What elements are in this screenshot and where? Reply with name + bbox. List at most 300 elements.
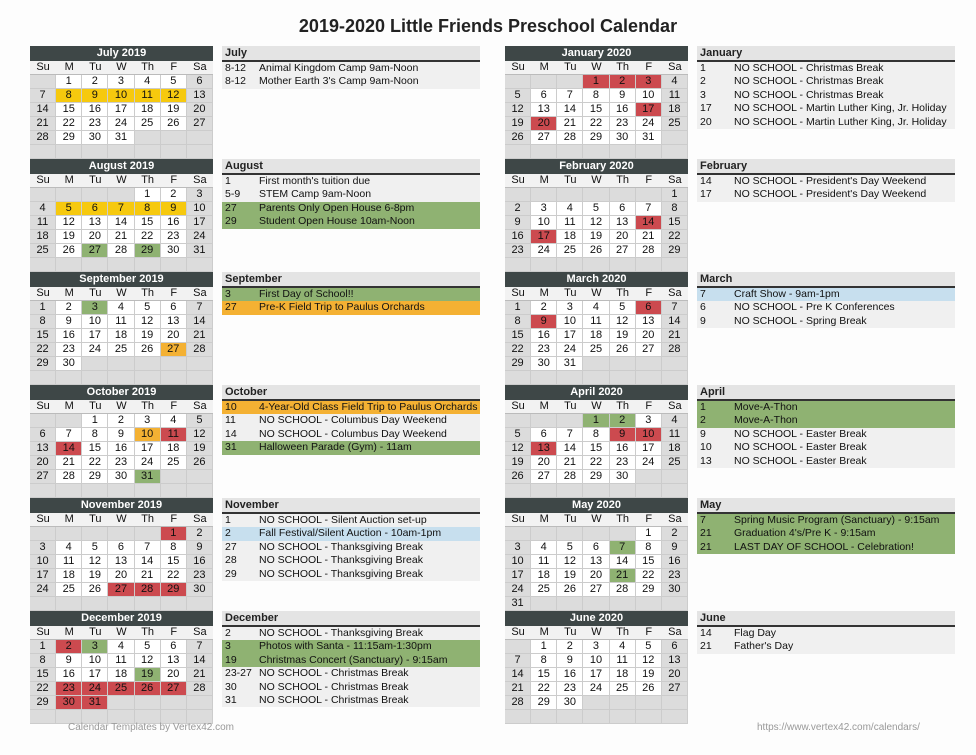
day-cell[interactable]: 26 <box>82 583 108 597</box>
day-cell[interactable]: 22 <box>30 682 56 696</box>
day-cell[interactable]: 27 <box>161 682 187 696</box>
day-cell[interactable]: 4 <box>135 75 161 89</box>
day-cell[interactable]: 27 <box>636 343 662 357</box>
day-cell[interactable]: 21 <box>135 569 161 583</box>
day-cell[interactable]: 13 <box>187 89 213 103</box>
day-cell[interactable]: 15 <box>583 103 609 117</box>
day-cell[interactable]: 26 <box>505 470 531 484</box>
day-cell[interactable]: 31 <box>135 470 161 484</box>
day-cell[interactable]: 14 <box>135 555 161 569</box>
day-cell[interactable]: 27 <box>610 244 636 258</box>
day-cell[interactable]: 12 <box>161 89 187 103</box>
day-cell[interactable]: 15 <box>30 668 56 682</box>
day-cell[interactable]: 24 <box>636 456 662 470</box>
day-cell[interactable]: 13 <box>161 315 187 329</box>
day-cell[interactable]: 24 <box>505 583 531 597</box>
day-cell[interactable]: 18 <box>30 230 56 244</box>
day-cell[interactable]: 11 <box>583 315 609 329</box>
day-cell[interactable]: 27 <box>662 682 688 696</box>
day-cell[interactable]: 8 <box>161 541 187 555</box>
day-cell[interactable]: 30 <box>187 583 213 597</box>
day-cell[interactable]: 27 <box>531 131 557 145</box>
day-cell[interactable]: 29 <box>30 696 56 710</box>
day-cell[interactable]: 30 <box>610 131 636 145</box>
day-cell[interactable]: 18 <box>557 230 583 244</box>
day-cell[interactable]: 8 <box>30 654 56 668</box>
day-cell[interactable]: 13 <box>636 315 662 329</box>
day-cell[interactable]: 6 <box>636 301 662 315</box>
day-cell[interactable]: 9 <box>161 202 187 216</box>
day-cell[interactable]: 7 <box>187 301 213 315</box>
day-cell[interactable]: 1 <box>56 75 82 89</box>
day-cell[interactable]: 19 <box>82 569 108 583</box>
day-cell[interactable]: 22 <box>56 117 82 131</box>
day-cell[interactable]: 5 <box>610 301 636 315</box>
day-cell[interactable]: 23 <box>56 682 82 696</box>
day-cell[interactable]: 15 <box>82 442 108 456</box>
day-cell[interactable]: 14 <box>56 442 82 456</box>
day-cell[interactable]: 1 <box>135 188 161 202</box>
day-cell[interactable]: 2 <box>161 188 187 202</box>
day-cell[interactable]: 21 <box>557 456 583 470</box>
day-cell[interactable]: 22 <box>583 117 609 131</box>
day-cell[interactable]: 15 <box>531 668 557 682</box>
day-cell[interactable]: 4 <box>610 640 636 654</box>
day-cell[interactable]: 31 <box>82 696 108 710</box>
day-cell[interactable]: 8 <box>531 654 557 668</box>
day-cell[interactable]: 4 <box>583 301 609 315</box>
day-cell[interactable]: 5 <box>505 428 531 442</box>
day-cell[interactable]: 25 <box>30 244 56 258</box>
day-cell[interactable]: 30 <box>82 131 108 145</box>
day-cell[interactable]: 20 <box>610 230 636 244</box>
day-cell[interactable]: 6 <box>30 428 56 442</box>
day-cell[interactable]: 7 <box>187 640 213 654</box>
day-cell[interactable]: 13 <box>662 654 688 668</box>
day-cell[interactable]: 14 <box>187 315 213 329</box>
day-cell[interactable]: 19 <box>505 117 531 131</box>
day-cell[interactable]: 5 <box>135 301 161 315</box>
day-cell[interactable]: 18 <box>662 103 688 117</box>
day-cell[interactable]: 30 <box>662 583 688 597</box>
day-cell[interactable]: 5 <box>161 75 187 89</box>
day-cell[interactable]: 18 <box>108 329 134 343</box>
day-cell[interactable]: 24 <box>108 117 134 131</box>
day-cell[interactable]: 4 <box>108 301 134 315</box>
day-cell[interactable]: 12 <box>56 216 82 230</box>
day-cell[interactable]: 11 <box>108 654 134 668</box>
day-cell[interactable]: 2 <box>187 527 213 541</box>
day-cell[interactable]: 16 <box>56 329 82 343</box>
day-cell[interactable]: 5 <box>187 414 213 428</box>
day-cell[interactable]: 28 <box>30 131 56 145</box>
day-cell[interactable]: 1 <box>583 414 609 428</box>
day-cell[interactable]: 19 <box>56 230 82 244</box>
day-cell[interactable]: 10 <box>82 315 108 329</box>
day-cell[interactable]: 18 <box>531 569 557 583</box>
day-cell[interactable]: 22 <box>30 343 56 357</box>
day-cell[interactable]: 11 <box>610 654 636 668</box>
day-cell[interactable]: 1 <box>531 640 557 654</box>
day-cell[interactable]: 22 <box>583 456 609 470</box>
day-cell[interactable]: 16 <box>531 329 557 343</box>
day-cell[interactable]: 15 <box>583 442 609 456</box>
day-cell[interactable]: 3 <box>636 414 662 428</box>
day-cell[interactable]: 4 <box>557 202 583 216</box>
day-cell[interactable]: 20 <box>108 569 134 583</box>
day-cell[interactable]: 17 <box>505 569 531 583</box>
day-cell[interactable]: 19 <box>135 329 161 343</box>
day-cell[interactable]: 9 <box>610 428 636 442</box>
day-cell[interactable]: 3 <box>108 75 134 89</box>
day-cell[interactable]: 28 <box>135 583 161 597</box>
day-cell[interactable]: 12 <box>82 555 108 569</box>
day-cell[interactable]: 11 <box>662 428 688 442</box>
day-cell[interactable]: 22 <box>505 343 531 357</box>
day-cell[interactable]: 10 <box>505 555 531 569</box>
day-cell[interactable]: 7 <box>30 89 56 103</box>
day-cell[interactable]: 16 <box>610 442 636 456</box>
day-cell[interactable]: 23 <box>161 230 187 244</box>
day-cell[interactable]: 23 <box>108 456 134 470</box>
day-cell[interactable]: 8 <box>505 315 531 329</box>
day-cell[interactable]: 1 <box>636 527 662 541</box>
day-cell[interactable]: 16 <box>187 555 213 569</box>
day-cell[interactable]: 11 <box>662 89 688 103</box>
day-cell[interactable]: 25 <box>56 583 82 597</box>
day-cell[interactable]: 13 <box>583 555 609 569</box>
day-cell[interactable]: 29 <box>583 131 609 145</box>
day-cell[interactable]: 17 <box>636 103 662 117</box>
day-cell[interactable]: 9 <box>56 315 82 329</box>
day-cell[interactable]: 19 <box>557 569 583 583</box>
day-cell[interactable]: 29 <box>135 244 161 258</box>
day-cell[interactable]: 30 <box>108 470 134 484</box>
day-cell[interactable]: 16 <box>557 668 583 682</box>
day-cell[interactable]: 4 <box>108 640 134 654</box>
day-cell[interactable]: 19 <box>187 442 213 456</box>
day-cell[interactable]: 7 <box>610 541 636 555</box>
day-cell[interactable]: 2 <box>82 75 108 89</box>
day-cell[interactable]: 16 <box>56 668 82 682</box>
day-cell[interactable]: 29 <box>30 357 56 371</box>
day-cell[interactable]: 18 <box>583 329 609 343</box>
day-cell[interactable]: 3 <box>82 640 108 654</box>
day-cell[interactable]: 29 <box>161 583 187 597</box>
day-cell[interactable]: 2 <box>505 202 531 216</box>
day-cell[interactable]: 18 <box>135 103 161 117</box>
day-cell[interactable]: 30 <box>56 696 82 710</box>
day-cell[interactable]: 15 <box>135 216 161 230</box>
day-cell[interactable]: 24 <box>187 230 213 244</box>
day-cell[interactable]: 12 <box>557 555 583 569</box>
day-cell[interactable]: 12 <box>505 442 531 456</box>
day-cell[interactable]: 24 <box>531 244 557 258</box>
day-cell[interactable]: 13 <box>531 103 557 117</box>
day-cell[interactable]: 26 <box>636 682 662 696</box>
day-cell[interactable]: 27 <box>531 470 557 484</box>
day-cell[interactable]: 15 <box>662 216 688 230</box>
day-cell[interactable]: 5 <box>636 640 662 654</box>
day-cell[interactable]: 12 <box>610 315 636 329</box>
day-cell[interactable]: 20 <box>531 456 557 470</box>
day-cell[interactable]: 21 <box>187 668 213 682</box>
day-cell[interactable]: 16 <box>505 230 531 244</box>
day-cell[interactable]: 23 <box>56 343 82 357</box>
day-cell[interactable]: 27 <box>30 470 56 484</box>
day-cell[interactable]: 4 <box>161 414 187 428</box>
day-cell[interactable]: 25 <box>135 117 161 131</box>
day-cell[interactable]: 31 <box>636 131 662 145</box>
day-cell[interactable]: 11 <box>56 555 82 569</box>
day-cell[interactable]: 5 <box>505 89 531 103</box>
day-cell[interactable]: 12 <box>135 654 161 668</box>
day-cell[interactable]: 17 <box>531 230 557 244</box>
day-cell[interactable]: 13 <box>161 654 187 668</box>
day-cell[interactable]: 31 <box>187 244 213 258</box>
day-cell[interactable]: 20 <box>187 103 213 117</box>
day-cell[interactable]: 3 <box>531 202 557 216</box>
day-cell[interactable]: 26 <box>135 343 161 357</box>
day-cell[interactable]: 5 <box>557 541 583 555</box>
day-cell[interactable]: 27 <box>187 117 213 131</box>
day-cell[interactable]: 9 <box>108 428 134 442</box>
day-cell[interactable]: 7 <box>108 202 134 216</box>
day-cell[interactable]: 6 <box>531 89 557 103</box>
day-cell[interactable]: 23 <box>505 244 531 258</box>
day-cell[interactable]: 1 <box>583 75 609 89</box>
day-cell[interactable]: 30 <box>531 357 557 371</box>
day-cell[interactable]: 30 <box>557 696 583 710</box>
day-cell[interactable]: 9 <box>531 315 557 329</box>
day-cell[interactable]: 20 <box>161 668 187 682</box>
day-cell[interactable]: 9 <box>610 89 636 103</box>
day-cell[interactable]: 18 <box>56 569 82 583</box>
day-cell[interactable]: 16 <box>610 103 636 117</box>
day-cell[interactable]: 12 <box>636 654 662 668</box>
day-cell[interactable]: 25 <box>557 244 583 258</box>
day-cell[interactable]: 19 <box>636 668 662 682</box>
day-cell[interactable]: 29 <box>636 583 662 597</box>
day-cell[interactable]: 10 <box>108 89 134 103</box>
day-cell[interactable]: 8 <box>636 541 662 555</box>
day-cell[interactable]: 26 <box>56 244 82 258</box>
day-cell[interactable]: 23 <box>610 456 636 470</box>
day-cell[interactable]: 14 <box>636 216 662 230</box>
day-cell[interactable]: 1 <box>662 188 688 202</box>
day-cell[interactable]: 28 <box>187 343 213 357</box>
day-cell[interactable]: 20 <box>161 329 187 343</box>
day-cell[interactable]: 12 <box>187 428 213 442</box>
day-cell[interactable]: 23 <box>531 343 557 357</box>
day-cell[interactable]: 3 <box>557 301 583 315</box>
day-cell[interactable]: 25 <box>610 682 636 696</box>
day-cell[interactable]: 2 <box>662 527 688 541</box>
day-cell[interactable]: 20 <box>636 329 662 343</box>
day-cell[interactable]: 16 <box>82 103 108 117</box>
day-cell[interactable]: 2 <box>56 640 82 654</box>
day-cell[interactable]: 22 <box>662 230 688 244</box>
day-cell[interactable]: 19 <box>135 668 161 682</box>
day-cell[interactable]: 29 <box>56 131 82 145</box>
day-cell[interactable]: 26 <box>505 131 531 145</box>
day-cell[interactable]: 23 <box>662 569 688 583</box>
day-cell[interactable]: 11 <box>108 315 134 329</box>
day-cell[interactable]: 20 <box>662 668 688 682</box>
day-cell[interactable]: 26 <box>583 244 609 258</box>
day-cell[interactable]: 14 <box>108 216 134 230</box>
day-cell[interactable]: 2 <box>610 414 636 428</box>
day-cell[interactable]: 10 <box>636 428 662 442</box>
day-cell[interactable]: 10 <box>135 428 161 442</box>
day-cell[interactable]: 3 <box>187 188 213 202</box>
day-cell[interactable]: 15 <box>161 555 187 569</box>
day-cell[interactable]: 7 <box>56 428 82 442</box>
day-cell[interactable]: 26 <box>135 682 161 696</box>
day-cell[interactable]: 6 <box>662 640 688 654</box>
day-cell[interactable]: 21 <box>662 329 688 343</box>
day-cell[interactable]: 20 <box>82 230 108 244</box>
day-cell[interactable]: 6 <box>82 202 108 216</box>
day-cell[interactable]: 21 <box>56 456 82 470</box>
day-cell[interactable]: 14 <box>30 103 56 117</box>
day-cell[interactable]: 26 <box>161 117 187 131</box>
day-cell[interactable]: 17 <box>82 668 108 682</box>
day-cell[interactable]: 3 <box>636 75 662 89</box>
day-cell[interactable]: 15 <box>30 329 56 343</box>
day-cell[interactable]: 14 <box>557 442 583 456</box>
day-cell[interactable]: 26 <box>610 343 636 357</box>
day-cell[interactable]: 3 <box>135 414 161 428</box>
day-cell[interactable]: 9 <box>187 541 213 555</box>
day-cell[interactable]: 7 <box>505 654 531 668</box>
day-cell[interactable]: 23 <box>187 569 213 583</box>
day-cell[interactable]: 10 <box>531 216 557 230</box>
day-cell[interactable]: 16 <box>161 216 187 230</box>
day-cell[interactable]: 17 <box>636 442 662 456</box>
day-cell[interactable]: 15 <box>56 103 82 117</box>
day-cell[interactable]: 23 <box>610 117 636 131</box>
day-cell[interactable]: 14 <box>610 555 636 569</box>
day-cell[interactable]: 7 <box>135 541 161 555</box>
day-cell[interactable]: 30 <box>56 357 82 371</box>
day-cell[interactable]: 18 <box>662 442 688 456</box>
day-cell[interactable]: 16 <box>108 442 134 456</box>
day-cell[interactable]: 17 <box>583 668 609 682</box>
day-cell[interactable]: 3 <box>505 541 531 555</box>
day-cell[interactable]: 5 <box>583 202 609 216</box>
day-cell[interactable]: 1 <box>30 640 56 654</box>
day-cell[interactable]: 9 <box>505 216 531 230</box>
day-cell[interactable]: 31 <box>505 597 531 611</box>
footer-url[interactable]: https://www.vertex42.com/calendars/ <box>757 722 920 733</box>
day-cell[interactable]: 10 <box>583 654 609 668</box>
day-cell[interactable]: 27 <box>108 583 134 597</box>
day-cell[interactable]: 25 <box>662 117 688 131</box>
day-cell[interactable]: 25 <box>161 456 187 470</box>
day-cell[interactable]: 30 <box>161 244 187 258</box>
day-cell[interactable]: 9 <box>56 654 82 668</box>
day-cell[interactable]: 22 <box>161 569 187 583</box>
day-cell[interactable]: 11 <box>557 216 583 230</box>
day-cell[interactable]: 21 <box>505 682 531 696</box>
day-cell[interactable]: 6 <box>161 301 187 315</box>
day-cell[interactable]: 13 <box>108 555 134 569</box>
day-cell[interactable]: 13 <box>82 216 108 230</box>
day-cell[interactable]: 17 <box>30 569 56 583</box>
day-cell[interactable]: 22 <box>135 230 161 244</box>
day-cell[interactable]: 14 <box>187 654 213 668</box>
day-cell[interactable]: 28 <box>557 131 583 145</box>
day-cell[interactable]: 22 <box>531 682 557 696</box>
day-cell[interactable]: 20 <box>583 569 609 583</box>
day-cell[interactable]: 13 <box>30 442 56 456</box>
day-cell[interactable]: 5 <box>82 541 108 555</box>
day-cell[interactable]: 24 <box>82 343 108 357</box>
day-cell[interactable]: 31 <box>557 357 583 371</box>
day-cell[interactable]: 2 <box>557 640 583 654</box>
day-cell[interactable]: 4 <box>662 75 688 89</box>
day-cell[interactable]: 19 <box>610 329 636 343</box>
day-cell[interactable]: 17 <box>187 216 213 230</box>
day-cell[interactable]: 13 <box>610 216 636 230</box>
day-cell[interactable]: 8 <box>583 89 609 103</box>
day-cell[interactable]: 22 <box>636 569 662 583</box>
day-cell[interactable]: 16 <box>662 555 688 569</box>
day-cell[interactable]: 28 <box>505 696 531 710</box>
day-cell[interactable]: 7 <box>557 89 583 103</box>
day-cell[interactable]: 28 <box>108 244 134 258</box>
day-cell[interactable]: 1 <box>30 301 56 315</box>
day-cell[interactable]: 24 <box>557 343 583 357</box>
day-cell[interactable]: 27 <box>161 343 187 357</box>
day-cell[interactable]: 12 <box>505 103 531 117</box>
day-cell[interactable]: 2 <box>56 301 82 315</box>
day-cell[interactable]: 2 <box>531 301 557 315</box>
day-cell[interactable]: 12 <box>135 315 161 329</box>
day-cell[interactable]: 17 <box>82 329 108 343</box>
day-cell[interactable]: 8 <box>56 89 82 103</box>
day-cell[interactable]: 18 <box>161 442 187 456</box>
day-cell[interactable]: 21 <box>610 569 636 583</box>
day-cell[interactable]: 1 <box>82 414 108 428</box>
day-cell[interactable]: 3 <box>30 541 56 555</box>
day-cell[interactable]: 11 <box>531 555 557 569</box>
day-cell[interactable]: 6 <box>161 640 187 654</box>
day-cell[interactable]: 23 <box>557 682 583 696</box>
day-cell[interactable]: 12 <box>583 216 609 230</box>
day-cell[interactable]: 6 <box>108 541 134 555</box>
day-cell[interactable]: 17 <box>108 103 134 117</box>
day-cell[interactable]: 9 <box>82 89 108 103</box>
day-cell[interactable]: 8 <box>662 202 688 216</box>
day-cell[interactable]: 11 <box>161 428 187 442</box>
day-cell[interactable]: 25 <box>531 583 557 597</box>
day-cell[interactable]: 11 <box>30 216 56 230</box>
day-cell[interactable]: 6 <box>187 75 213 89</box>
day-cell[interactable]: 18 <box>610 668 636 682</box>
day-cell[interactable]: 21 <box>30 117 56 131</box>
day-cell[interactable]: 28 <box>187 682 213 696</box>
day-cell[interactable]: 26 <box>187 456 213 470</box>
day-cell[interactable]: 29 <box>583 470 609 484</box>
day-cell[interactable]: 10 <box>30 555 56 569</box>
day-cell[interactable]: 4 <box>531 541 557 555</box>
day-cell[interactable]: 4 <box>662 414 688 428</box>
day-cell[interactable]: 19 <box>505 456 531 470</box>
day-cell[interactable]: 14 <box>662 315 688 329</box>
day-cell[interactable]: 28 <box>662 343 688 357</box>
